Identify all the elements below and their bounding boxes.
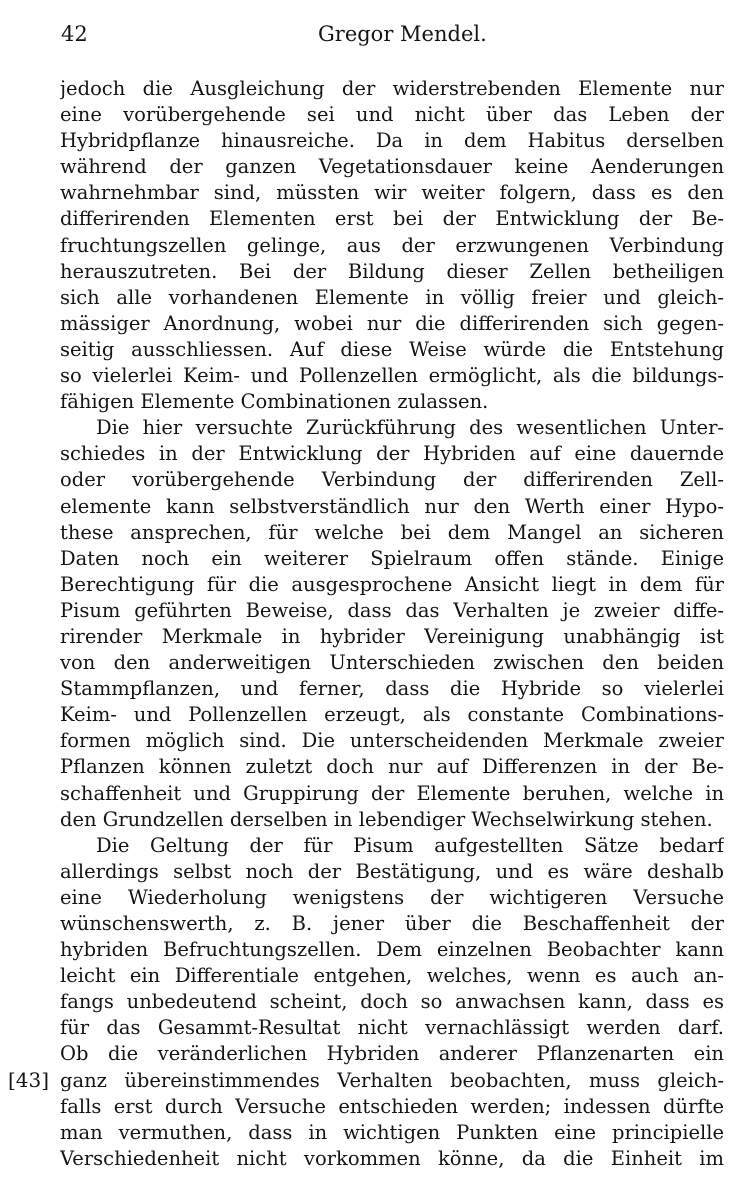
text-line: herauszutreten. Bei der Bildung dieser Zellen betheiligen — [60, 259, 724, 283]
text-line: den Grundzellen derselben in lebendiger Wechselwirkung stehen. — [60, 807, 713, 831]
text-line: Verschiedenheit nicht vorkommen könne, da die Einheit im — [60, 1146, 724, 1170]
text-line: Daten noch ein weiterer Spielraum offen stände. Einige — [60, 546, 724, 570]
text-line: eine vorübergehende sei und nicht über das Leben der — [60, 103, 724, 127]
text-line: leicht ein Differentiale entgehen, welches, wenn es auch an- — [60, 964, 724, 988]
margin-page-reference: [43] — [8, 1068, 50, 1092]
text-line: wünschenswerth, z. B. jener über die Beschaffenheit der — [60, 912, 724, 935]
text-line: wahrnehmbar sind, müssten wir weiter folgern, dass es den — [60, 181, 724, 205]
text-line: während der ganzen Vegetationsdauer keine Aenderungen — [60, 155, 724, 179]
text-line: elemente kann selbstverständlich nur den Werth einer Hypo- — [60, 494, 724, 518]
text-line: Hybridpflanze hinausreiche. Da in dem Habitus derselben — [60, 129, 724, 153]
text-line: sich alle vorhandenen Elemente in völlig freier und gleich- — [60, 285, 724, 309]
text-line: Pisum geführten Beweise, dass das Verhalten je zweier diffe- — [60, 598, 724, 622]
text-line: Berechtigung für die ausgesprochene Ansicht liegt in dem für — [60, 572, 724, 596]
text-line: von den anderweitigen Unterschieden zwischen den beiden — [60, 651, 724, 675]
text-line: fangs unbedeutend scheint, doch so anwachsen kann, dass es — [60, 990, 724, 1014]
text-line: Pflanzen können zuletzt doch nur auf Differenzen in der Be- — [60, 755, 724, 779]
text-line: Die hier versuchte Zurückführung des wesentlichen Unter- — [96, 416, 724, 440]
text-line: man vermuthen, dass in wichtigen Punkten eine principielle — [60, 1120, 724, 1144]
text-line: oder vorübergehende Verbindung der differirenden Zell- — [60, 468, 724, 492]
text-line: differirenden Elementen erst bei der Entwicklung der Be- — [60, 207, 724, 231]
text-line: ganz übereinstimmendes Verhalten beobachten, muss gleich- — [60, 1068, 724, 1092]
text-line: mässiger Anordnung, wobei nur die differirenden sich gegen- — [60, 311, 724, 335]
running-title: Gregor Mendel. — [318, 22, 487, 46]
text-line: these ansprechen, für welche bei dem Mangel an sicheren — [60, 520, 724, 544]
text-line: Stammpflanzen, und ferner, dass die Hybride so vielerlei — [60, 677, 724, 701]
text-line: fähigen Elemente Combinationen zulassen. — [60, 390, 489, 414]
text-line: eine Wiederholung wenigstens der wichtigeren Versuche — [60, 885, 724, 909]
body-text — [60, 76, 724, 1172]
text-line: Ob die veränderlichen Hybriden anderer Pflanzenarten ein — [60, 1042, 724, 1066]
text-line: seitig ausschliessen. Auf diese Weise würde die Entstehung — [60, 337, 724, 361]
text-line: jedoch die Ausgleichung der widerstrebenden Elemente nur — [60, 77, 724, 100]
text-line: Die Geltung der für Pisum aufgestellten Sätze bedarf — [96, 833, 724, 857]
text-line: so vielerlei Keim- und Pollenzellen ermöglicht, als die bildungs- — [60, 364, 724, 388]
text-line: schaffenheit und Gruppirung der Elemente beruhen, welche in — [60, 781, 724, 805]
page-number: 42 — [61, 22, 88, 46]
text-line: schiedes in der Entwicklung der Hybriden auf eine dauernde — [60, 442, 724, 466]
text-line: allerdings selbst noch der Bestätigung, und es wäre deshalb — [60, 859, 724, 883]
text-line: für das Gesammt-Resultat nicht vernachlässigt werden darf. — [60, 1016, 724, 1040]
text-line: fruchtungszellen gelinge, aus der erzwungenen Verbindung — [60, 233, 724, 257]
text-line: hybriden Befruchtungszellen. Dem einzelnen Beobachter kann — [60, 938, 724, 962]
text-line: rirender Merkmale in hybrider Vereinigung unabhängig ist — [60, 624, 724, 648]
text-line: Keim- und Pollenzellen erzeugt, als constante Combinations- — [60, 703, 724, 727]
text-line: falls erst durch Versuche entschieden werden; indessen dürfte — [60, 1094, 724, 1118]
text-line: formen möglich sind. Die unterscheidenden Merkmale zweier — [60, 729, 724, 753]
